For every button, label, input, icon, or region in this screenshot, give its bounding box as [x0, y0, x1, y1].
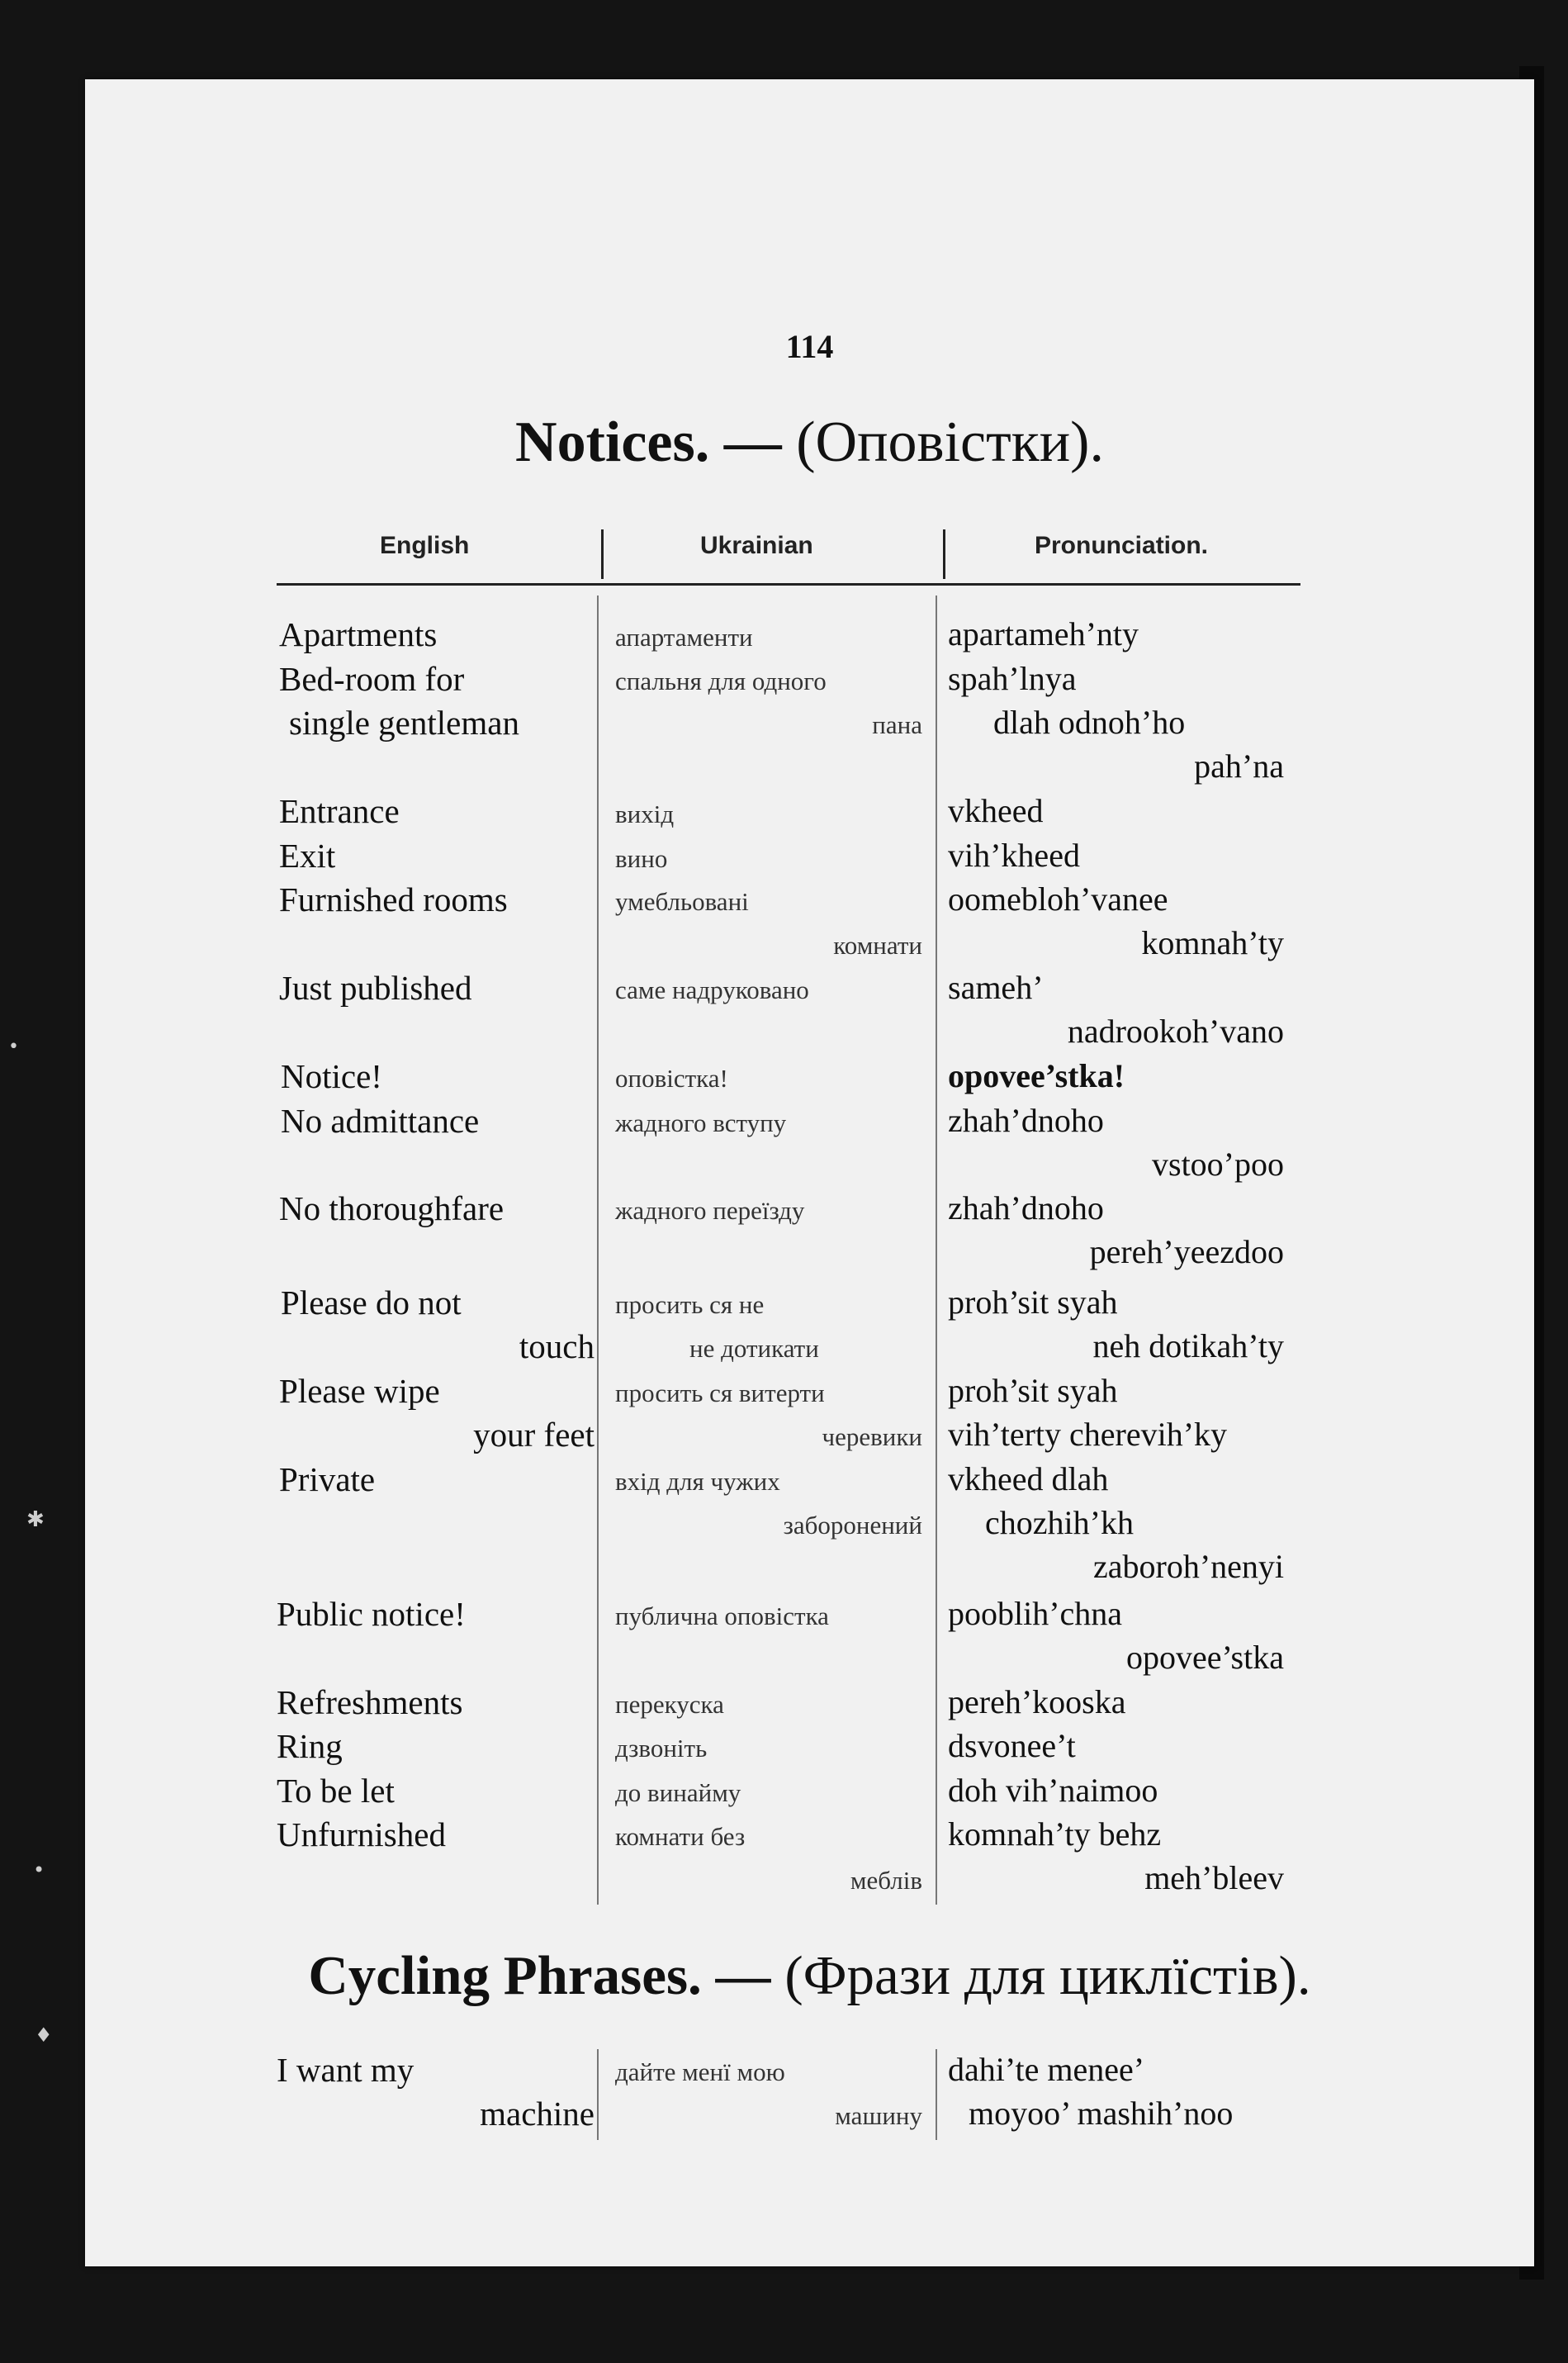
table-row-english: Bed-room for [279, 660, 465, 698]
table-row-ukrainian: не дотикати [689, 1334, 819, 1363]
table-row-ukrainian: перекуска [615, 1690, 724, 1719]
table-row-pronunciation: neh dotikah’ty [1092, 1327, 1284, 1364]
table-row-pronunciation: pah’na [1194, 747, 1284, 785]
table-row-pronunciation: vih’kheed [948, 837, 1080, 874]
table-row-english: Please wipe [279, 1372, 440, 1410]
header-separator [601, 529, 604, 579]
header-separator [943, 529, 945, 579]
table-row-ukrainian: апартаменти [615, 623, 753, 652]
table-row-pronunciation: vstoo’poo [1152, 1146, 1284, 1183]
table-row-english: Just published [279, 969, 472, 1007]
notices-title [85, 410, 1534, 476]
header-pronunciation: Pronunciation. [1035, 532, 1208, 559]
table-row-english: Unfurnished [277, 1815, 446, 1853]
table-row-pronunciation: zhah’dnoho [948, 1102, 1104, 1139]
table-row-english: Apartments [279, 615, 438, 653]
table-row-pronunciation: moyoo’ mashih’noo [969, 2095, 1234, 2132]
table-row-ukrainian: дайте менї мою [615, 2057, 785, 2086]
book-page [85, 79, 1534, 2266]
table-row-english: Furnished rooms [279, 880, 508, 918]
scan-speck: • [33, 1858, 45, 1881]
table-row-ukrainian: комнати без [615, 1822, 746, 1851]
table-row-pronunciation: vkheed dlah [948, 1460, 1109, 1497]
table-row-english: No admittance [281, 1102, 480, 1140]
table-row-ukrainian: дзвоніть [615, 1734, 708, 1763]
table-row-english: To be let [277, 1772, 395, 1810]
scan-speck: ♦ [35, 2024, 53, 2047]
table-row-pronunciation: meh’bleev [1144, 1859, 1284, 1896]
table-row-ukrainian: жадного вступу [615, 1108, 787, 1137]
table-row-ukrainian: публична оповістка [615, 1601, 829, 1630]
table-row-pronunciation: opovee’stka! [948, 1057, 1125, 1094]
table-row-pronunciation: apartameh’nty [948, 615, 1139, 652]
table-row-pronunciation: zhah’dnoho [948, 1189, 1104, 1227]
table-row-pronunciation: komnah’ty [1141, 924, 1284, 961]
table-row-pronunciation: zaboroh’nenyi [1092, 1548, 1284, 1585]
table-row-english: Please do not [281, 1284, 462, 1321]
column-divider [936, 595, 937, 1905]
table-row-english: Ring [277, 1727, 343, 1765]
table-row-ukrainian: пана [872, 710, 922, 739]
table-row-ukrainian: вино [615, 844, 668, 873]
table-row-pronunciation: proh’sit syah [948, 1284, 1118, 1321]
table-row-ukrainian: жадного переїзду [615, 1196, 805, 1225]
column-divider [597, 2049, 599, 2140]
table-row-pronunciation: dsvonee’t [948, 1727, 1076, 1764]
table-row-english: your feet [473, 1416, 595, 1454]
header-english: English [380, 532, 470, 559]
table-row-english: machine [480, 2095, 595, 2133]
header-rule [277, 583, 1300, 586]
table-row-ukrainian: спальня для одного [615, 667, 827, 695]
scan-speck: • [8, 1037, 19, 1057]
table-row-pronunciation: sameh’ [948, 969, 1044, 1006]
table-row-pronunciation: oomebloh’vanee [948, 880, 1168, 918]
table-row-english: Private [279, 1460, 376, 1498]
table-row-pronunciation: pooblih’chna [948, 1595, 1123, 1632]
table-row-pronunciation: dahi’te menee’ [948, 2051, 1145, 2088]
table-row-english: No thoroughfare [279, 1189, 505, 1227]
column-divider [936, 2049, 937, 2140]
table-row-english: Entrance [279, 792, 400, 830]
notices-title-uk: (Оповістки). [796, 410, 1104, 474]
table-row-pronunciation: pereh’yeezdoo [1089, 1233, 1284, 1270]
table-row-english: touch [519, 1327, 595, 1365]
table-row-ukrainian: меблів [850, 1866, 922, 1895]
header-ukrainian: Ukrainian [700, 532, 813, 559]
table-row-pronunciation: vkheed [948, 792, 1044, 829]
table-row-ukrainian: вихід [615, 800, 675, 828]
cycling-title-en: Cycling Phrases. — [308, 1945, 771, 2006]
table-row-ukrainian: саме надруковано [615, 975, 809, 1004]
table-row-pronunciation: dlah odnoh’ho [993, 704, 1186, 741]
table-row-pronunciation: komnah’ty behz [948, 1815, 1162, 1853]
column-divider [597, 595, 599, 1905]
table-row-ukrainian: черевики [822, 1422, 922, 1451]
table-row-ukrainian: машину [835, 2101, 922, 2130]
table-row-ukrainian: оповістка! [615, 1064, 728, 1093]
table-row-english: Public notice! [277, 1595, 466, 1633]
scan-speck: ✱ [26, 1507, 45, 1532]
table-row-pronunciation: chozhih’kh [985, 1504, 1134, 1541]
table-row-pronunciation: proh’sit syah [948, 1372, 1118, 1409]
cycling-title [85, 1944, 1534, 2008]
table-row-pronunciation: nadrookoh’vano [1067, 1013, 1284, 1050]
table-row-ukrainian: заборонений [783, 1511, 922, 1540]
table-row-english: Refreshments [277, 1683, 463, 1721]
table-row-ukrainian: просить ся не [615, 1290, 765, 1319]
table-row-ukrainian: умебльовані [615, 887, 749, 916]
table-row-english: Exit [279, 837, 336, 875]
table-row-english: Notice! [281, 1057, 382, 1095]
table-row-ukrainian: просить ся витерти [615, 1378, 825, 1407]
table-row-ukrainian: до винайму [615, 1778, 741, 1807]
table-row-pronunciation: spah’lnya [948, 660, 1077, 697]
table-row-pronunciation: vih’terty cherevih’ky [948, 1416, 1228, 1453]
table-row-pronunciation: doh vih’naimoo [948, 1772, 1158, 1809]
table-row-pronunciation: pereh’kooska [948, 1683, 1126, 1720]
notices-title-en: Notices. — [515, 410, 782, 474]
table-row-english: I want my [277, 2051, 415, 2089]
table-row-english: single gentleman [289, 704, 519, 742]
table-row-pronunciation: opovee’stka [1125, 1639, 1284, 1676]
table-row-ukrainian: вхід для чужих [615, 1467, 780, 1496]
table-row-ukrainian: комнати [833, 931, 922, 960]
page-number: 114 [785, 328, 834, 365]
cycling-title-uk: (Фрази для циклїстів). [784, 1945, 1311, 2006]
